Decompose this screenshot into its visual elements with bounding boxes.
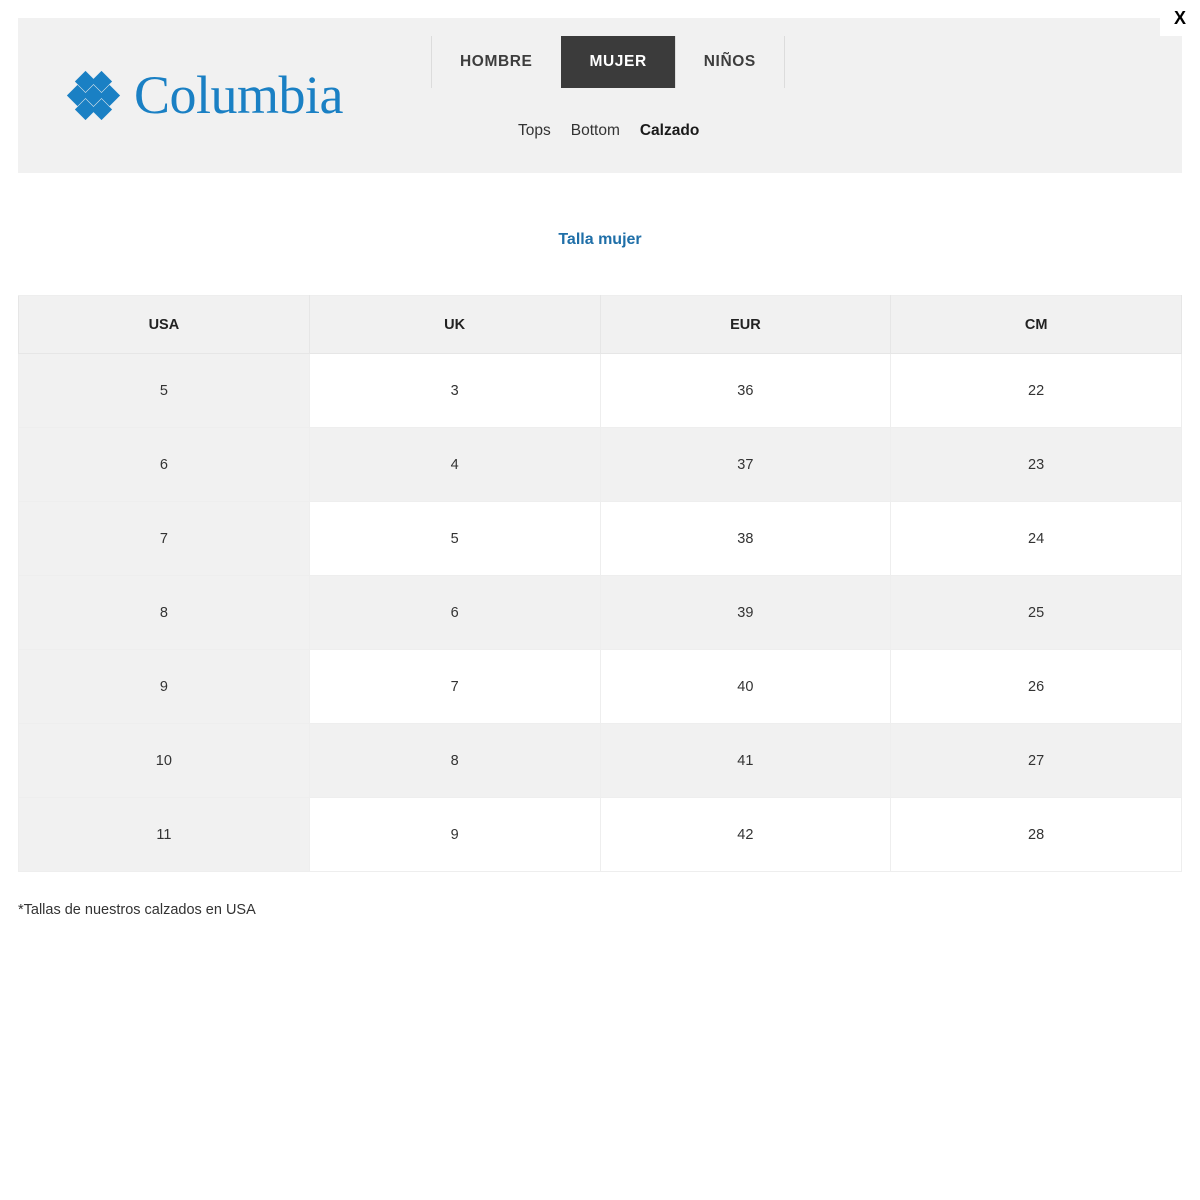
cell-uk: 8	[309, 724, 600, 798]
cell-uk: 9	[309, 798, 600, 872]
subtab-calzado[interactable]: Calzado	[639, 122, 700, 139]
primary-nav	[431, 36, 785, 88]
cell-cm: 26	[891, 650, 1182, 724]
table-header-row	[19, 296, 1182, 354]
table-row	[19, 428, 1182, 502]
cell-cm: 22	[891, 354, 1182, 428]
columbia-diamond-logo-icon	[66, 70, 124, 120]
table-row	[19, 724, 1182, 798]
brand-logo[interactable]	[66, 65, 343, 125]
cell-usa: 8	[19, 576, 310, 650]
main-content	[0, 231, 1200, 918]
cell-cm: 28	[891, 798, 1182, 872]
cell-usa: 10	[19, 724, 310, 798]
tab-hombre[interactable]: HOMBRE	[431, 36, 561, 88]
cell-cm: 25	[891, 576, 1182, 650]
size-conversion-table	[18, 295, 1182, 872]
cell-cm: 24	[891, 502, 1182, 576]
column-header-eur: EUR	[600, 296, 891, 354]
cell-eur: 41	[600, 724, 891, 798]
table-row	[19, 576, 1182, 650]
cell-uk: 5	[309, 502, 600, 576]
cell-cm: 27	[891, 724, 1182, 798]
cell-uk: 4	[309, 428, 600, 502]
secondary-nav	[518, 122, 699, 140]
column-header-usa: USA	[19, 296, 310, 354]
table-row	[19, 650, 1182, 724]
cell-usa: 5	[19, 354, 310, 428]
page-title: Talla mujer	[558, 231, 642, 248]
tab-mujer[interactable]: MUJER	[561, 36, 675, 88]
cell-uk: 6	[309, 576, 600, 650]
cell-usa: 7	[19, 502, 310, 576]
column-header-uk: UK	[309, 296, 600, 354]
tab-ninos[interactable]: NIÑOS	[675, 36, 785, 88]
brand-name: Columbia	[134, 65, 343, 125]
cell-usa: 6	[19, 428, 310, 502]
table-row	[19, 502, 1182, 576]
close-icon[interactable]: X	[1160, 0, 1200, 36]
cell-eur: 38	[600, 502, 891, 576]
subtab-tops[interactable]: Tops	[518, 122, 551, 139]
cell-eur: 40	[600, 650, 891, 724]
cell-usa: 11	[19, 798, 310, 872]
subtab-bottom[interactable]: Bottom	[570, 122, 620, 139]
cell-uk: 3	[309, 354, 600, 428]
table-footnote: *Tallas de nuestros calzados en USA	[18, 902, 256, 918]
cell-eur: 39	[600, 576, 891, 650]
cell-cm: 23	[891, 428, 1182, 502]
cell-usa: 9	[19, 650, 310, 724]
column-header-cm: CM	[891, 296, 1182, 354]
cell-eur: 36	[600, 354, 891, 428]
site-header	[18, 18, 1182, 173]
table-row	[19, 798, 1182, 872]
table-row	[19, 354, 1182, 428]
cell-eur: 42	[600, 798, 891, 872]
cell-eur: 37	[600, 428, 891, 502]
cell-uk: 7	[309, 650, 600, 724]
